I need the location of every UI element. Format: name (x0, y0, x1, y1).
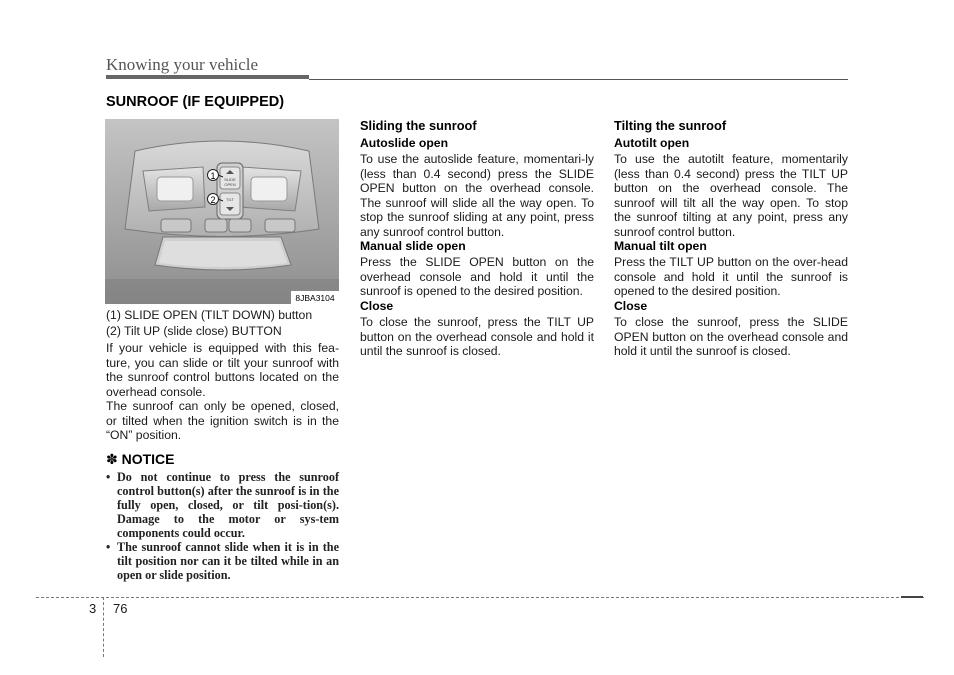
footer-dashed-rule (36, 597, 924, 598)
callout-1: 1 (210, 171, 216, 181)
section-title: SUNROOF (IF EQUIPPED) (106, 94, 285, 110)
close-heading-right: Close (614, 299, 648, 313)
sliding-heading: Sliding the sunroof (360, 118, 477, 133)
left-paragraph-1: If your vehicle is equipped with this fea-ture, you can slide or tilt your sunroof with the sunroof control buttons located on the overhead console. (106, 341, 339, 399)
notice-item (106, 540, 339, 582)
manual-tilt-text: Press the TILT UP button on the over-head console and hold it until the sunroof is opened to the desired position. (614, 255, 848, 299)
autotilt-text: To use the autotilt feature, momentarily (less than 0.4 second) press the TILT UP button on the overhead console. The sunroof will tilt all the way open. To stop the sunroof tilting at any point, press any sunroof control button. (614, 152, 848, 239)
bullet-icon: • (106, 540, 111, 554)
chapter-number: 3 (89, 601, 97, 616)
footer-mark (901, 596, 923, 598)
slide-label-1: SLIDE (224, 177, 236, 182)
overhead-console-photo (105, 119, 339, 304)
caption-tilt-up: (2) Tilt UP (slide close) BUTTON (106, 324, 282, 338)
close-text-right: To close the sunroof, press the SLIDE OPEN button on the overhead console and hold it until the sunroof is closed. (614, 315, 848, 359)
bullet-icon: • (106, 470, 111, 484)
left-paragraph-2: The sunroof can only be opened, closed, or tilted when the ignition switch is in the “ON” position. (106, 399, 339, 443)
header-rule-thick (106, 75, 309, 79)
manual-slide-text: Press the SLIDE OPEN button on the overhead console and hold it until the sunroof is opened to the desired position. (360, 255, 594, 299)
manual-slide-heading: Manual slide open (360, 239, 466, 253)
footer-vertical-rule (103, 597, 104, 657)
notice-list (106, 470, 339, 582)
caption-slide-open: (1) SLIDE OPEN (TILT DOWN) button (106, 308, 313, 322)
figure-code: 8JBA3104 (295, 293, 335, 303)
autoslide-text: To use the autoslide feature, momentari-ly (less than 0.4 second) press the SLIDE OPEN button on the overhead console. The sunroof will slide all the way open. To stop the sunroof sliding at any point, press any sunroof control button. (360, 152, 594, 239)
tilt-label: TILT (226, 197, 234, 202)
notice-item-text: The sunroof cannot slide when it is in the tilt position nor can it be tilted while in an open or slide position. (117, 540, 339, 582)
manual-tilt-heading: Manual tilt open (614, 239, 707, 253)
autoslide-heading: Autoslide open (360, 136, 449, 150)
autotilt-heading: Autotilt open (614, 136, 690, 150)
tilting-heading: Tilting the sunroof (614, 118, 727, 133)
header-title: Knowing your vehicle (106, 55, 259, 74)
close-text-middle: To close the sunroof, press the TILT UP button on the overhead console and hold it until the sunroof is closed. (360, 315, 594, 359)
callout-2: 2 (210, 195, 216, 205)
page-number: 76 (113, 601, 128, 616)
slide-label-2: OPEN (224, 182, 236, 187)
notice-item (106, 470, 339, 540)
notice-title: ✽ NOTICE (106, 451, 175, 467)
close-heading-middle: Close (360, 299, 394, 313)
header-rule-thin (309, 79, 848, 80)
notice-item-text: Do not continue to press the sunroof control button(s) after the sunroof is in the fully open, closed, or tilt posi-tion(s). Damage to the motor or sys-tem components could occur. (117, 470, 339, 540)
